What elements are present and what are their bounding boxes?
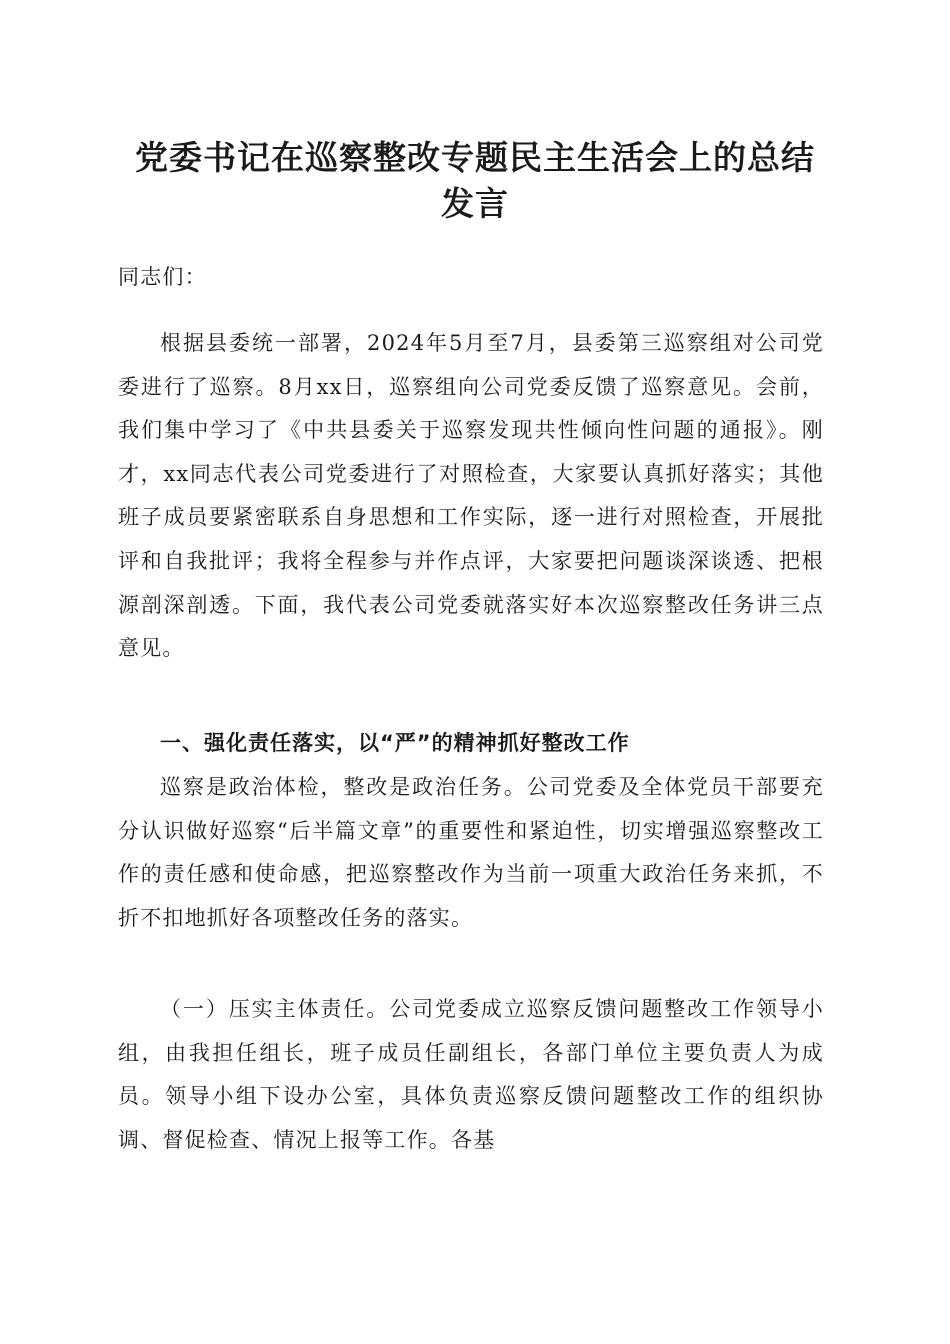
paragraph-intro: 根据县委统一部署，2024年5月至7月，县委第三巡察组对公司党委进行了巡察。8月xx日，巡察组向公司党委反馈了巡察意见。会前，我们集中学习了《中共县委关于巡察发现共性倾向性问题的通报》。刚才，xx同志代表公司党委进行了对照检查，大家要认真抓好落实；其他班子成员要紧密联系自身思想和工作实际，逐一进行对照检查，开展批评和自我批评；我将全程参与并作点评，大家要把问题谈深谈透、把根源剖深剖透。下面，我代表公司党委就落实好本次巡察整改任务讲三点意见。 — [118, 331, 824, 661]
paragraph-section-1: 巡察是政治体检，整改是政治任务。公司党委及全体党员干部要充分认识做好巡察“后半篇文章”的重要性和紧迫性，切实增强巡察整改工作的责任感和使命感，把巡察整改作为当前一项重大政治任务来抓，不折不扣地抓好各项整改任务的落实。 — [118, 775, 824, 930]
document-title-line-2: 发言 — [441, 184, 509, 223]
paragraph-subsection-1: （一）压实主体责任。公司党委成立巡察反馈问题整改工作领导小组，由我担任组长，班子成员任副组长，各部门单位主要负责人为成员。领导小组下设办公室，具体负责巡察反馈问题整改工作的组织协调、督促检查、情况上报等工作。各基 — [118, 997, 824, 1152]
section-heading-1: 一、强化责任落实，以“严”的精神抓好整改工作 — [160, 731, 630, 755]
salutation: 同志们： — [118, 265, 207, 289]
document-title-line-1: 党委书记在巡察整改专题民主生活会上的总结 — [135, 138, 815, 177]
